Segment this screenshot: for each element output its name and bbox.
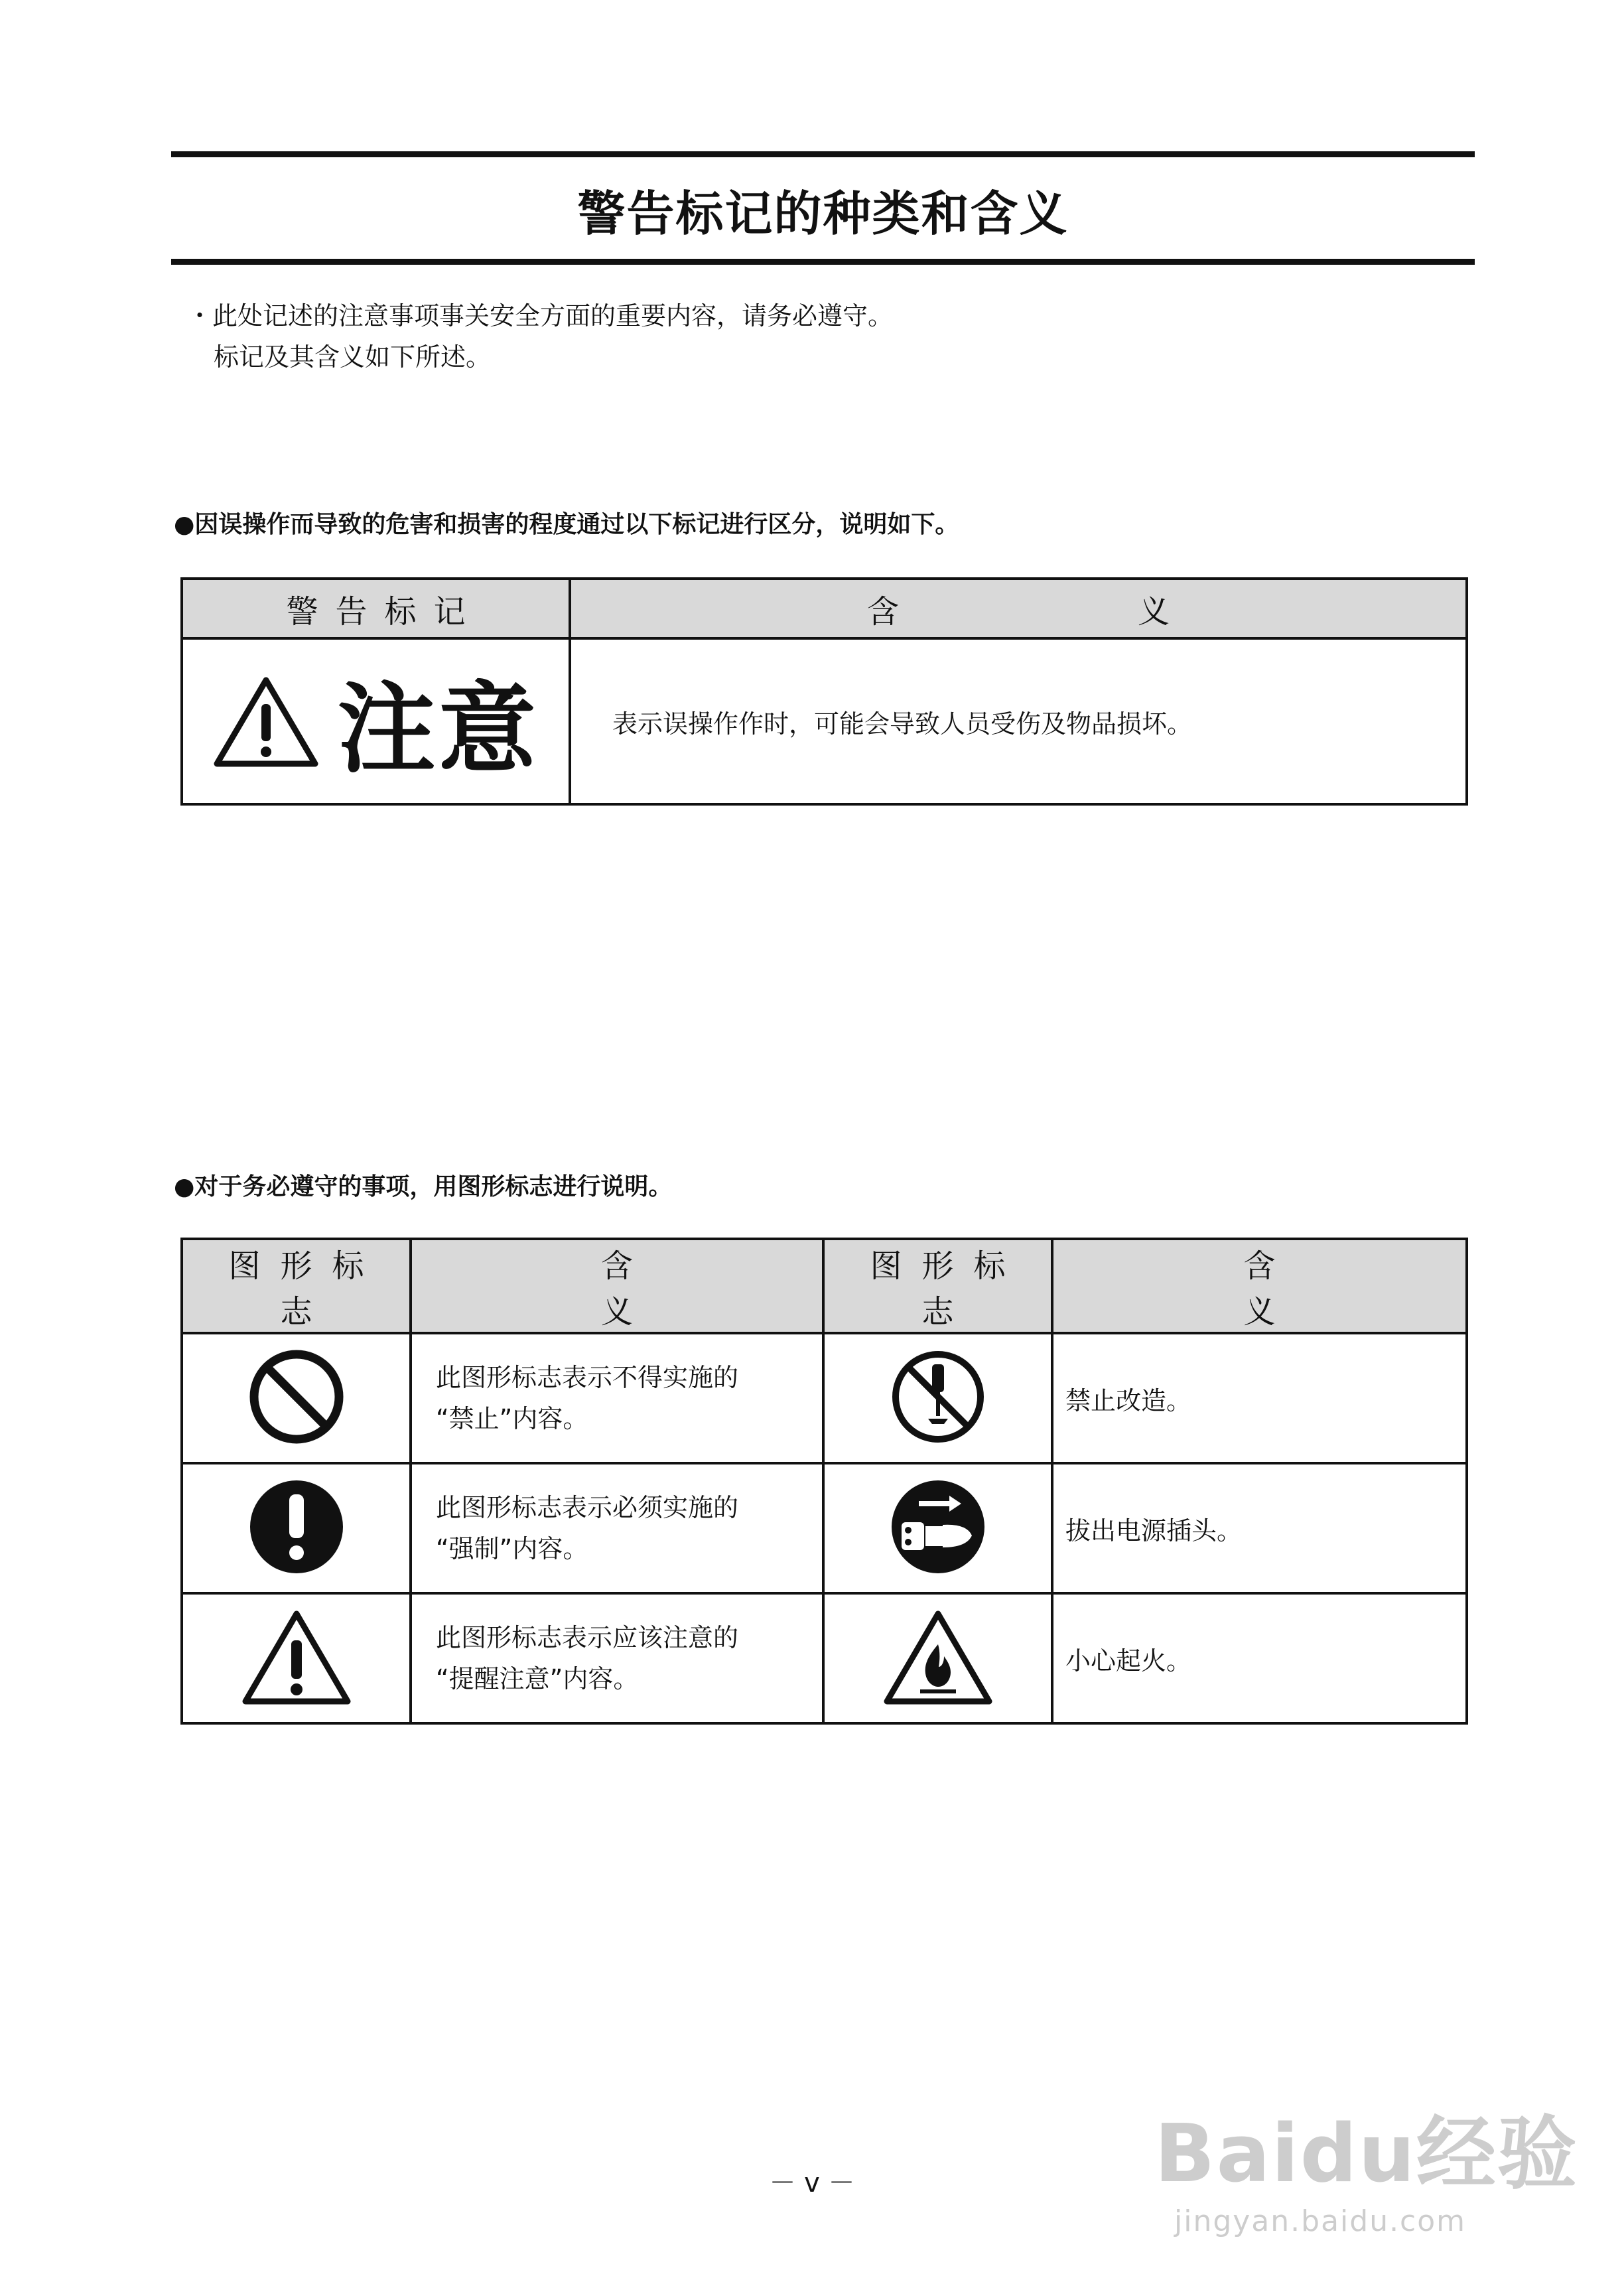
symbol-table (180, 1238, 1468, 1725)
table-row (182, 1333, 1467, 1463)
caution-line-2: “提醒注意”内容。 (436, 1664, 639, 1693)
watermark-brand: Baidu经验 (1154, 2108, 1578, 2200)
page-number: － v － (769, 2168, 855, 2198)
caution-label: 注意 (337, 672, 539, 786)
watermark (1154, 2090, 1578, 2238)
table-row (182, 1463, 1467, 1593)
intro-text (187, 295, 893, 378)
mandatory-icon (247, 1477, 346, 1577)
prohibition-line-2: “禁止”内容。 (436, 1404, 588, 1433)
warning-triangle-icon (213, 675, 319, 768)
col-header-meaning-left: 含义 (411, 1239, 823, 1333)
col-header-symbol-left: 图形标志 (182, 1239, 411, 1333)
no-disassembly-text: 禁止改造。 (1052, 1333, 1467, 1463)
page-title: 警告标记的种类和含义 (577, 186, 1069, 242)
mandatory-line-1: 此图形标志表示必须实施的 (436, 1493, 739, 1522)
title-top-rule (171, 151, 1475, 157)
section1-heading: ●因误操作而导致的危害和损害的程度通过以下标记进行区分，说明如下。 (174, 511, 959, 538)
warning-mark-table (180, 577, 1468, 806)
unplug-text: 拔出电源插头。 (1052, 1463, 1467, 1593)
intro-line-1: ・此处记述的注意事项事关安全方面的重要内容，请务必遵守。 (187, 301, 894, 330)
col-header-symbol-right: 图形标志 (823, 1239, 1052, 1333)
col-header-meaning-right: 含义 (1052, 1239, 1467, 1333)
title-bottom-rule (171, 259, 1475, 265)
caution-line-1: 此图形标志表示应该注意的 (436, 1623, 739, 1652)
mandatory-line-2: “强制”内容。 (436, 1534, 588, 1563)
table-row (182, 1593, 1467, 1723)
caution-meaning: 表示误操作作时，可能会导致人员受伤及物品损坏。 (570, 638, 1467, 804)
watermark-url: jingyan.baidu.com (1174, 2204, 1467, 2238)
fire-warning-text: 小心起火。 (1052, 1593, 1467, 1723)
prohibition-line-1: 此图形标志表示不得实施的 (436, 1363, 739, 1392)
fire-warning-icon (882, 1607, 994, 1707)
col-header-mark: 警告标记 (182, 579, 570, 638)
caution-mark-cell (182, 638, 570, 804)
section2-heading: ●对于务必遵守的事项，用图形标志进行说明。 (174, 1173, 673, 1200)
intro-line-2: 标记及其含义如下所述。 (214, 342, 492, 372)
prohibition-icon (247, 1347, 346, 1447)
caution-icon (240, 1607, 353, 1707)
unplug-icon (888, 1477, 988, 1577)
no-disassembly-icon (888, 1347, 988, 1447)
col-header-meaning: 含义 (570, 579, 1467, 638)
